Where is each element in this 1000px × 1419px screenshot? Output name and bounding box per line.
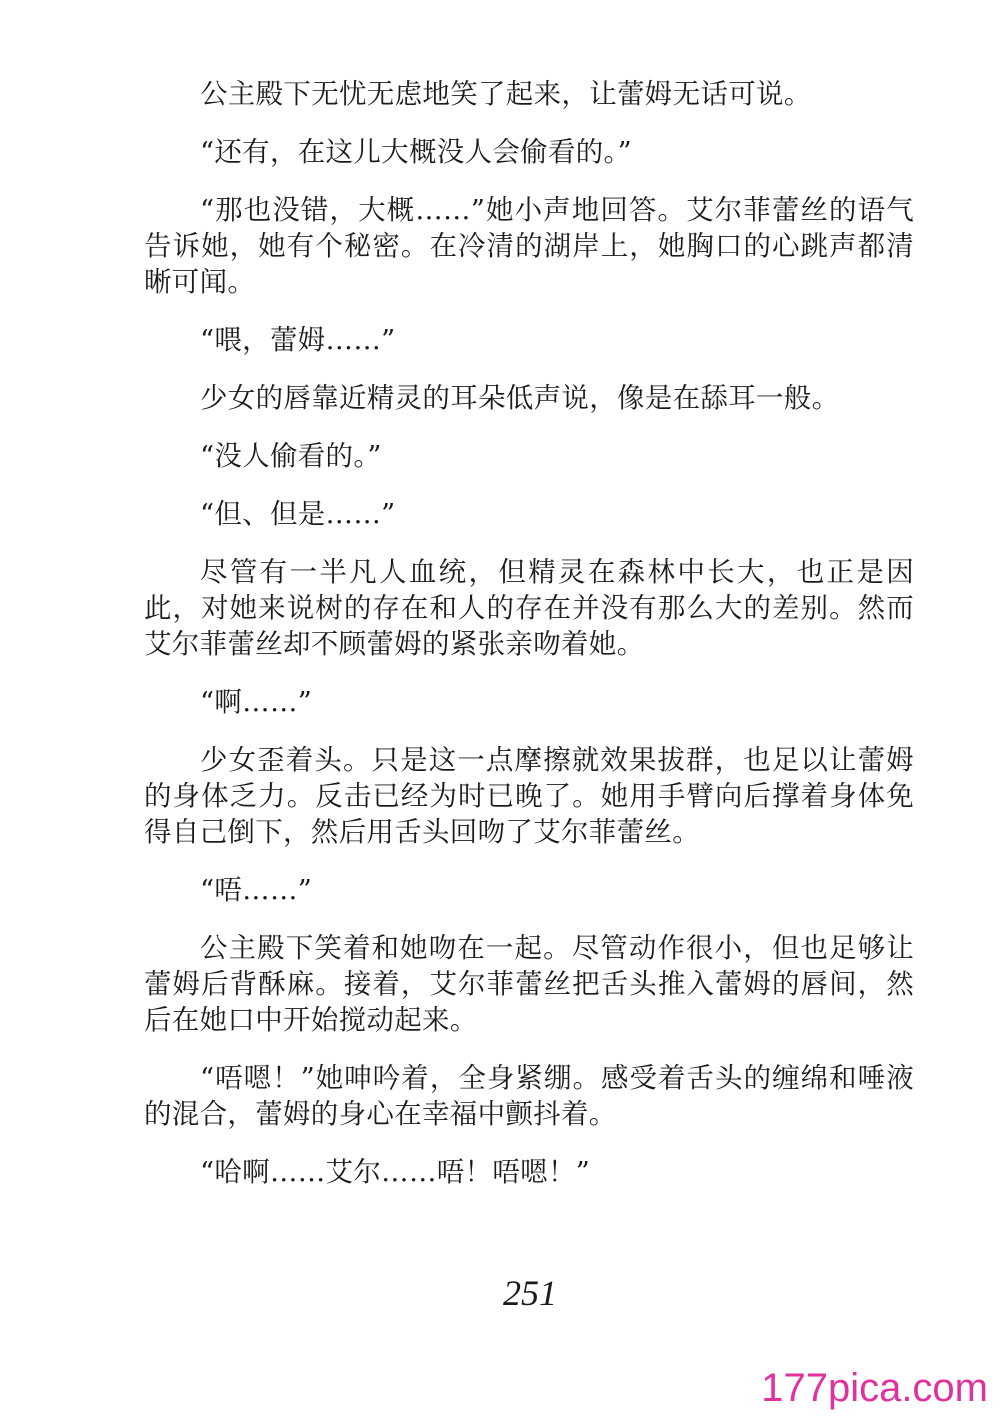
paragraph: “但、但是……” xyxy=(200,498,396,530)
paragraph: “那也没错，大概……”她小声地回答。艾尔菲蕾丝的语气告诉她，她有个秘密。在冷清的湖岸上，她胸口的心跳声都清晰可闻。 xyxy=(144,194,914,298)
watermark-text: 177pica.com xyxy=(761,1366,988,1410)
body-text xyxy=(144,76,914,1212)
paragraph: 公主殿下无忧无虑地笑了起来，让蕾姆无话可说。 xyxy=(200,78,812,110)
paragraph: “啊……” xyxy=(200,686,313,718)
paragraph: 少女的唇靠近精灵的耳朵低声说，像是在舔耳一般。 xyxy=(200,382,840,414)
paragraph: 公主殿下笑着和她吻在一起。尽管动作很小，但也足够让蕾姆后背酥麻。接着，艾尔菲蕾丝把舌头推入蕾姆的唇间，然后在她口中开始搅动起来。 xyxy=(144,932,914,1036)
paragraph: “喂，蕾姆……” xyxy=(200,324,396,356)
paragraph: “唔嗯！”她呻吟着，全身紧绷。感受着舌头的缠绵和唾液的混合，蕾姆的身心在幸福中颤抖着。 xyxy=(144,1062,914,1130)
paragraph: “还有，在这儿大概没人会偷看的。” xyxy=(200,136,632,168)
paragraph: 尽管有一半凡人血统，但精灵在森林中长大，也正是因此，对她来说树的存在和人的存在并没有那么大的差别。然而艾尔菲蕾丝却不顾蕾姆的紧张亲吻着她。 xyxy=(144,556,914,660)
paragraph: 少女歪着头。只是这一点摩擦就效果拔群，也足以让蕾姆的身体乏力。反击已经为时已晚了。她用手臂向后撑着身体免得自己倒下，然后用舌头回吻了艾尔菲蕾丝。 xyxy=(144,744,914,848)
paragraph: “没人偷看的。” xyxy=(200,440,382,472)
paragraph: “哈啊……艾尔……唔！唔嗯！” xyxy=(200,1156,591,1188)
paragraph: “唔……” xyxy=(200,874,313,906)
page-number: 251 xyxy=(503,1273,557,1313)
